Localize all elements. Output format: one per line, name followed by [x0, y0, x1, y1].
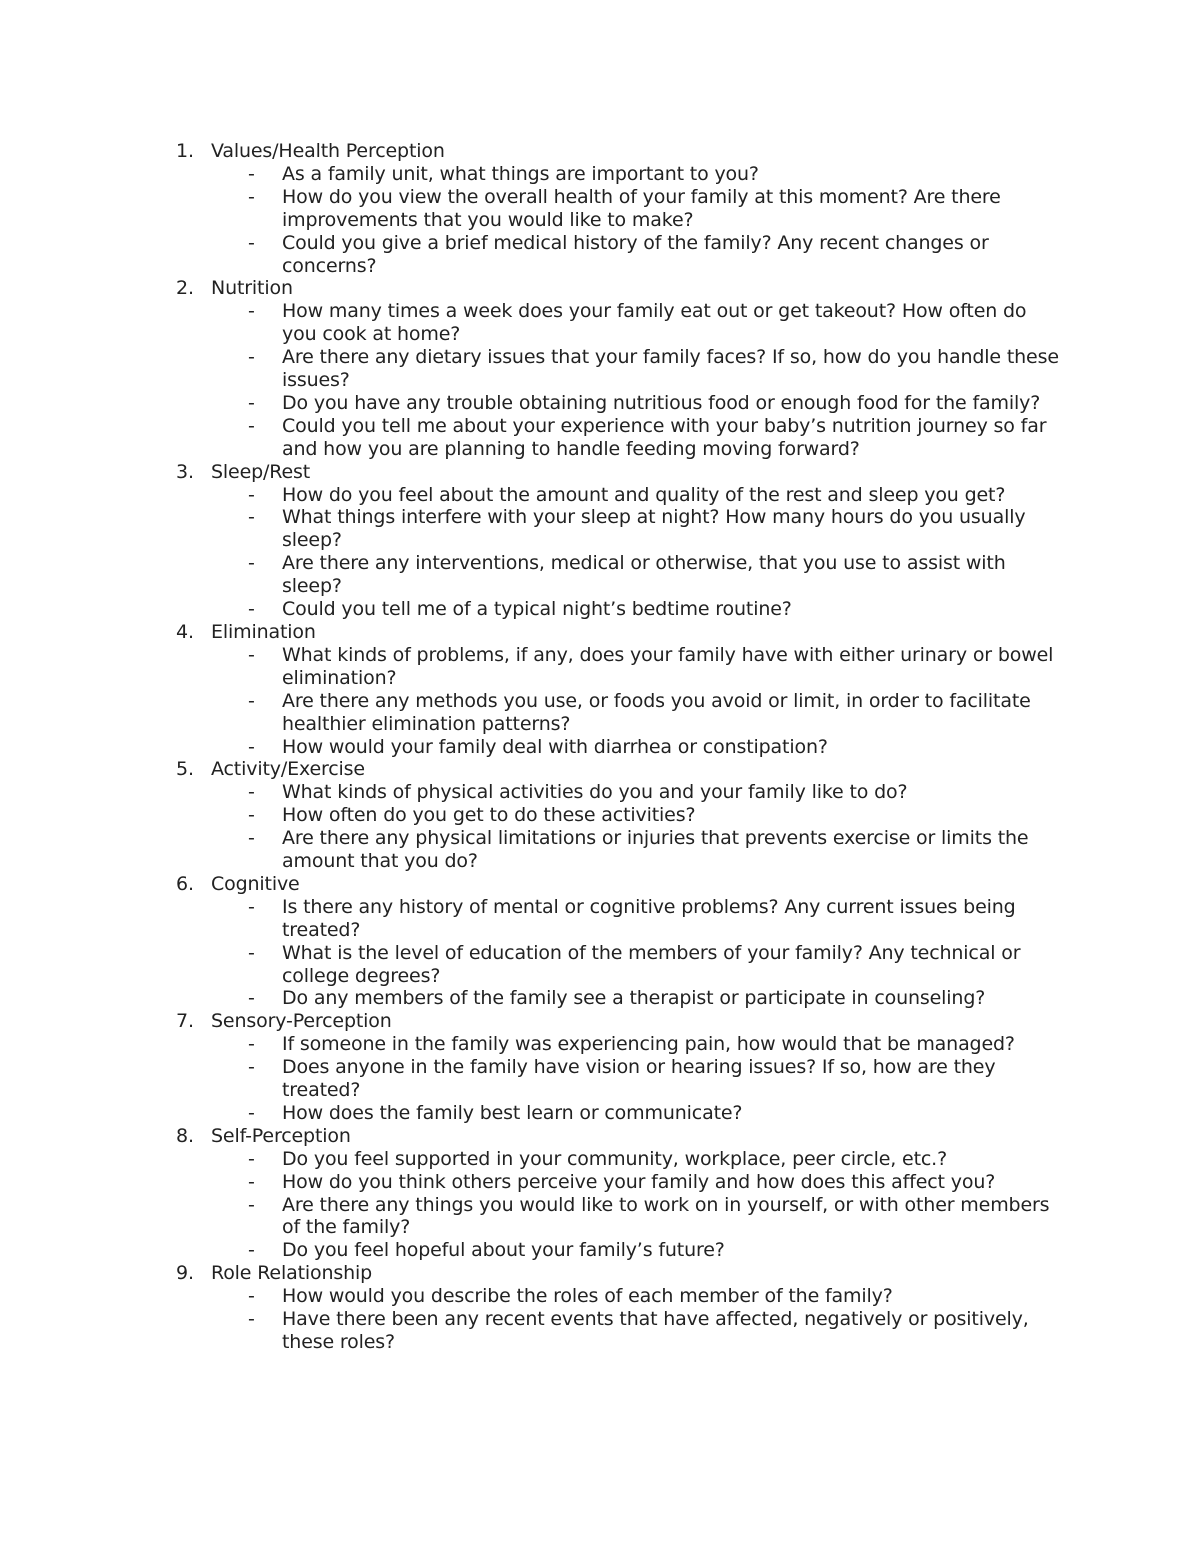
dash-bullet-icon: -	[248, 1285, 255, 1308]
question-text: How would your family deal with diarrhea or constipation?	[282, 735, 828, 758]
dash-bullet-icon: -	[248, 1033, 255, 1056]
section-title: Self-Perception	[211, 1124, 351, 1147]
question-text: What is the level of education of the members of your family? Any technical or college degrees?	[282, 941, 1021, 987]
question-item	[0, 484, 1062, 507]
question-item	[0, 1033, 1062, 1056]
question-list	[0, 781, 1200, 873]
question-item	[0, 232, 1062, 278]
question-item	[0, 415, 1062, 461]
dash-bullet-icon: -	[248, 391, 255, 414]
question-text: Do you feel hopeful about your family’s future?	[282, 1239, 725, 1262]
dash-bullet-icon: -	[248, 804, 255, 827]
question-item	[0, 690, 1062, 736]
dash-bullet-icon: -	[248, 1101, 255, 1124]
outline-section	[0, 1010, 1200, 1125]
question-text: How often do you get to do these activities?	[282, 804, 696, 827]
question-text: Do any members of the family see a therapist or participate in counseling?	[282, 987, 986, 1010]
outline-section	[0, 1125, 1200, 1262]
outline-section	[0, 461, 1200, 621]
dash-bullet-icon: -	[248, 827, 255, 850]
question-text: Are there any physical limitations or injuries that prevents exercise or limits the amount that you do?	[282, 827, 1029, 873]
dash-bullet-icon: -	[248, 414, 255, 437]
question-list	[0, 484, 1200, 621]
section-heading	[0, 1262, 1200, 1285]
dash-bullet-icon: -	[248, 941, 255, 964]
question-item	[0, 1148, 1062, 1171]
section-title: Sleep/Rest	[211, 460, 311, 483]
section-number: 8.	[176, 1124, 194, 1147]
section-title: Cognitive	[211, 872, 300, 895]
question-item	[0, 163, 1062, 186]
question-item	[0, 1308, 1062, 1354]
question-item	[0, 1194, 1062, 1240]
question-text: How many times a week does your family eat out or get takeout? How often do you cook at home?	[282, 300, 1027, 346]
question-item	[0, 987, 1062, 1010]
section-title: Values/Health Perception	[211, 140, 445, 162]
section-number: 1.	[176, 140, 194, 162]
section-heading	[0, 621, 1200, 644]
question-text: How would you describe the roles of each member of the family?	[282, 1285, 893, 1308]
section-number: 9.	[176, 1262, 194, 1285]
section-number: 2.	[176, 277, 194, 300]
question-text: Have there been any recent events that have affected, negatively or positively, these roles?	[282, 1308, 1029, 1353]
dash-bullet-icon: -	[248, 483, 255, 506]
dash-bullet-icon: -	[248, 781, 255, 804]
outline-section	[0, 621, 1200, 758]
question-item	[0, 392, 1062, 415]
section-heading	[0, 1125, 1200, 1148]
question-item	[0, 552, 1062, 598]
dash-bullet-icon: -	[248, 346, 255, 369]
question-item	[0, 827, 1062, 873]
question-text: What things interfere with your sleep at night? How many hours do you usually sleep?	[282, 506, 1026, 552]
question-text: Could you tell me about your experience with your baby’s nutrition journey so far and how you are planning to handle feeding moving forward?	[282, 414, 1047, 460]
section-title: Activity/Exercise	[211, 758, 365, 781]
dash-bullet-icon: -	[248, 185, 255, 208]
section-heading	[0, 277, 1200, 300]
section-title: Role Relationship	[211, 1262, 373, 1285]
dash-bullet-icon: -	[248, 1056, 255, 1079]
question-text: What kinds of physical activities do you and your family like to do?	[282, 781, 908, 804]
question-text: Do you have any trouble obtaining nutritious food or enough food for the family?	[282, 391, 1041, 414]
question-list	[0, 300, 1200, 460]
question-text: Is there any history of mental or cognitive problems? Any current issues being treated?	[282, 895, 1016, 941]
section-title: Nutrition	[211, 277, 293, 300]
dash-bullet-icon: -	[248, 1193, 255, 1216]
question-text: What kinds of problems, if any, does your family have with either urinary or bowel elimination?	[282, 643, 1054, 689]
dash-bullet-icon: -	[248, 689, 255, 712]
dash-bullet-icon: -	[248, 231, 255, 254]
question-item	[0, 1171, 1062, 1194]
section-number: 6.	[176, 872, 194, 895]
question-text: Could you tell me of a typical night’s bedtime routine?	[282, 598, 792, 621]
question-list	[0, 1033, 1200, 1125]
question-text: Are there any methods you use, or foods you avoid or limit, in order to facilitate healthier elimination patterns?	[282, 689, 1031, 735]
question-list	[0, 1285, 1200, 1354]
dash-bullet-icon: -	[248, 895, 255, 918]
question-item	[0, 300, 1062, 346]
section-number: 3.	[176, 460, 194, 483]
section-heading	[0, 140, 1200, 163]
question-item	[0, 346, 1062, 392]
section-heading	[0, 461, 1200, 484]
outline-section	[0, 758, 1200, 873]
question-item	[0, 1102, 1062, 1125]
question-text: How do you think others perceive your family and how does this affect you?	[282, 1170, 996, 1193]
section-title: Elimination	[211, 620, 316, 643]
question-item	[0, 1285, 1062, 1308]
dash-bullet-icon: -	[248, 598, 255, 621]
section-number: 4.	[176, 620, 194, 643]
question-text: Are there any things you would like to work on in yourself, or with other members of the family?	[282, 1193, 1050, 1239]
section-heading	[0, 873, 1200, 896]
question-item	[0, 644, 1062, 690]
question-text: As a family unit, what things are important to you?	[282, 162, 759, 185]
question-item	[0, 942, 1062, 988]
dash-bullet-icon: -	[248, 1239, 255, 1262]
question-item	[0, 804, 1062, 827]
question-item	[0, 1239, 1062, 1262]
question-list	[0, 163, 1200, 278]
question-text: If someone in the family was experiencing pain, how would that be managed?	[282, 1033, 1015, 1056]
outline-section	[0, 873, 1200, 1010]
question-list	[0, 896, 1200, 1011]
question-item	[0, 186, 1062, 232]
dash-bullet-icon: -	[248, 162, 255, 185]
question-item	[0, 1056, 1062, 1102]
dash-bullet-icon: -	[248, 300, 255, 323]
question-item	[0, 506, 1062, 552]
question-item	[0, 896, 1062, 942]
outline-section	[0, 140, 1200, 277]
question-list	[0, 1148, 1200, 1263]
question-text: Do you feel supported in your community, workplace, peer circle, etc.?	[282, 1147, 948, 1170]
dash-bullet-icon: -	[248, 987, 255, 1010]
question-item	[0, 598, 1062, 621]
question-item	[0, 736, 1062, 759]
section-number: 7.	[176, 1010, 194, 1033]
question-text: How does the family best learn or communicate?	[282, 1101, 743, 1124]
dash-bullet-icon: -	[248, 1308, 255, 1331]
question-item	[0, 781, 1062, 804]
question-list	[0, 644, 1200, 759]
dash-bullet-icon: -	[248, 1170, 255, 1193]
outline-section	[0, 1262, 1200, 1354]
dash-bullet-icon: -	[248, 552, 255, 575]
dash-bullet-icon: -	[248, 735, 255, 758]
dash-bullet-icon: -	[248, 506, 255, 529]
dash-bullet-icon: -	[248, 1147, 255, 1170]
section-number: 5.	[176, 758, 194, 781]
section-title: Sensory-Perception	[211, 1010, 392, 1033]
question-text: Are there any dietary issues that your family faces? If so, how do you handle these issues?	[282, 346, 1059, 392]
question-text: How do you view the overall health of your family at this moment? Are there improvements that you would like to make?	[282, 185, 1001, 231]
section-heading	[0, 758, 1200, 781]
outline-section	[0, 277, 1200, 460]
question-text: Are there any interventions, medical or otherwise, that you use to assist with sleep?	[282, 552, 1006, 598]
question-text: Does anyone in the family have vision or hearing issues? If so, how are they treated?	[282, 1056, 996, 1102]
assessment-outline	[0, 140, 1200, 1354]
question-text: Could you give a brief medical history of the family? Any recent changes or concerns?	[282, 231, 989, 277]
section-heading	[0, 1010, 1200, 1033]
dash-bullet-icon: -	[248, 643, 255, 666]
question-text: How do you feel about the amount and quality of the rest and sleep you get?	[282, 483, 1006, 506]
